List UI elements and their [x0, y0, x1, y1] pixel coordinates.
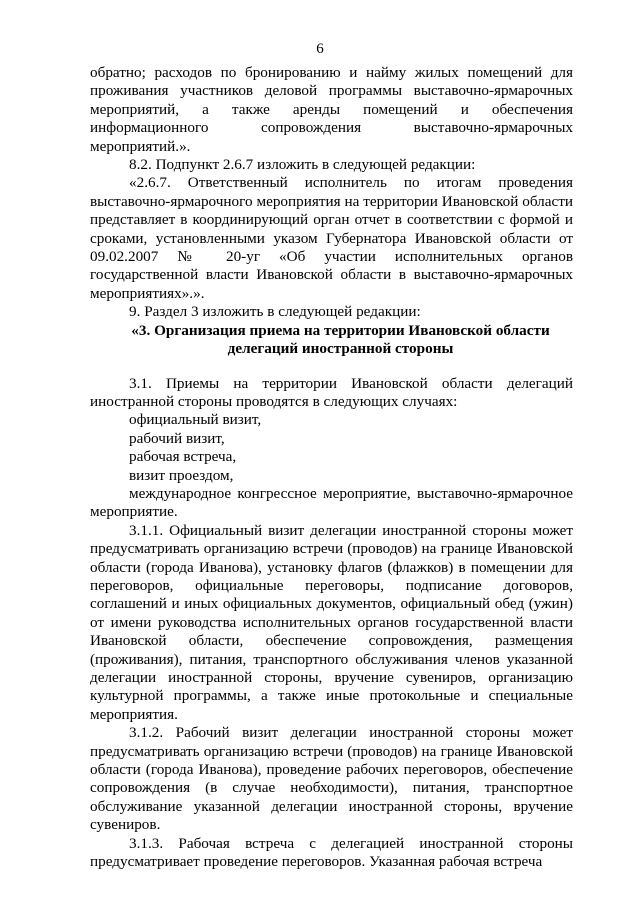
paragraph-3-1-3: 3.1.3. Рабочая встреча с делегацией иностранной стороны предусматривает проведение переговоров. Указанная рабочая встреча — [90, 834, 573, 871]
paragraph-8-2: 8.2. Подпункт 2.6.7 изложить в следующей редакции: — [129, 156, 476, 174]
paragraph-3-1-2: 3.1.2. Рабочий визит делегации иностранной стороны может предусматривать организацию встречи (проводов) на границе Ивановской области (города Иванова), проведение рабочих переговоров, обеспечение сопровождения (в случае необходимости), питания, транспортное обслуживание указанной делегации иностранной стороны, вручение сувениров. — [90, 724, 573, 834]
document-body — [90, 64, 573, 871]
list-item-last: международное конгрессное мероприятие, выставочно-ярмарочное мероприятие. — [90, 484, 573, 521]
list-item: рабочая встреча, — [129, 448, 237, 466]
paragraph-9: 9. Раздел 3 изложить в следующей редакции: — [129, 303, 421, 321]
section-heading-line-1: «3. Организация приема на территории Ивановской области — [131, 321, 550, 339]
list-item: рабочий визит, — [129, 429, 225, 447]
list-item: официальный визит, — [129, 411, 262, 429]
section-heading — [90, 322, 573, 359]
page-number: 6 — [316, 41, 324, 57]
intro-paragraph: обратно; расходов по бронированию и найму жилых помещений для проживания участников деловой программы выставочно-ярмарочных мероприятий, а также аренды помещений и обеспечения информационного сопровождения выставочно-ярмарочных мероприятий.». — [90, 64, 573, 155]
spacer — [90, 359, 573, 375]
visit-type-list — [90, 411, 573, 485]
paragraph-2-6-7: «2.6.7. Ответственный исполнитель по итогам проведения выставочно-ярмарочного мероприятия на территории Ивановской области представляет в координирующий орган отчет в соответствии с формой и сроками, установленными указом Губернатора Ивановской области от 09.02.2007 № 20-уг «Об участии исполнительных органов государственной власти Ивановской области в выставочно-ярмарочных мероприятиях».». — [90, 174, 573, 302]
paragraph-3-1-1: 3.1.1. Официальный визит делегации иностранной стороны может предусматривать организацию встречи (проводов) на границе Ивановской области (города Иванова), установку флагов (флажков) в помещении для переговоров, официальные переговоры, подписание договоров, соглашений и иных официальных документов, официальный обед (ужин) от имени руководства исполнительных органов государственной власти Ивановской области, обеспечение сопровождения, размещения (проживания), питания, транспортного обслуживания членов указанной делегации иностранной стороны, вручение сувениров, организацию культурной программы, а также иные протокольные и специальные мероприятия. — [90, 521, 573, 723]
list-item: визит проездом, — [129, 466, 234, 484]
section-heading-line-2: делегаций иностранной стороны — [227, 340, 454, 358]
paragraph-3-1: 3.1. Приемы на территории Ивановской области делегаций иностранной стороны проводятся в следующих случаях: — [90, 374, 573, 410]
